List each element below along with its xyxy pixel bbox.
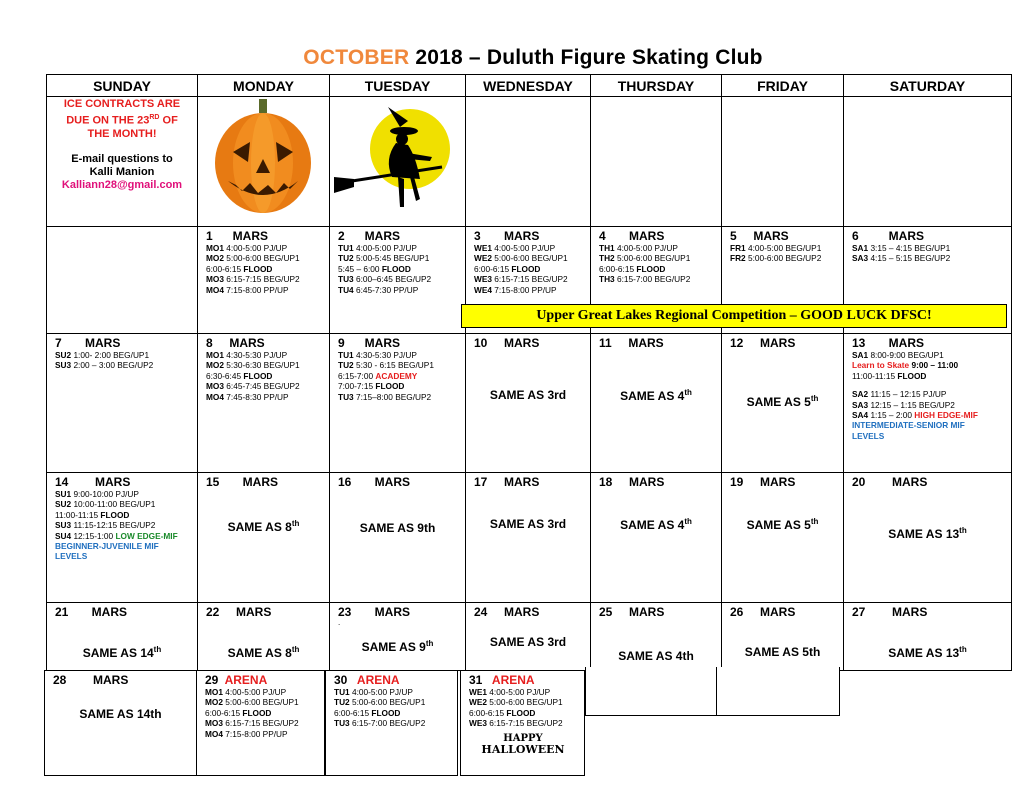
session-line: WE3 6:15-7:15 BEG/UP2	[474, 274, 568, 285]
session-line: TH1 4:00-5:00 PJ/UP	[599, 243, 678, 253]
weekday-monday: MONDAY	[198, 75, 330, 97]
session-line: TU1 4:00-5:00 PJ/UP	[334, 687, 413, 697]
same-as-label: SAME AS 5th	[746, 394, 819, 409]
notice-line5: Kalli Manion	[89, 165, 155, 178]
session-line: TU2 5:00-6:00 BEG/UP1	[334, 697, 426, 708]
cell-extension	[585, 667, 840, 716]
day-header: 27 MARS	[852, 605, 928, 619]
day-cell-30	[325, 670, 458, 776]
day-header: 14 MARS	[55, 475, 131, 489]
day-header: 6 MARS	[852, 229, 925, 243]
empty-cell	[591, 97, 722, 227]
day-header: 16 MARS	[338, 475, 411, 489]
session-line: SA1 8:00-9:00 BEG/UP1	[852, 350, 944, 360]
session-line: LEVELS	[55, 551, 88, 562]
session-line: TU1 4:00-5:00 PJ/UP	[338, 243, 417, 253]
day-cell-22	[198, 603, 330, 671]
session-line: WE3 6:15-7:15 BEG/UP2	[469, 718, 563, 729]
day-header: 17 MARS	[474, 475, 540, 489]
session-line: MO4 7:15-8:00 PP/UP	[206, 284, 289, 295]
session-line: SU2 10:00-11:00 BEG/UP1	[55, 499, 156, 510]
title-rest: 2018 – Duluth Figure Skating Club	[409, 46, 763, 69]
session-line: TU2 5:30 - 6:15 BEG/UP1	[338, 360, 434, 371]
day-cell-24	[466, 603, 591, 671]
day-cell-17	[466, 473, 591, 603]
day-cell-29	[196, 670, 325, 776]
day-header: 28 MARS	[53, 673, 129, 687]
day-cell-7	[47, 334, 198, 473]
session-line: SU4 12:15-1:00 LOW EDGE-MIF	[55, 530, 178, 541]
session-line: FR1 4:00-5:00 BEG/UP1	[730, 243, 822, 253]
session-line: SU1 9:00-10:00 PJ/UP	[55, 489, 139, 499]
session-line: TH2 5:00-6:00 BEG/UP1	[599, 253, 691, 264]
session-line: 6:00-6:15 FLOOD	[205, 707, 272, 718]
cell-divider	[716, 667, 717, 715]
day-header: 23 MARS	[338, 605, 411, 619]
witch-on-broom-icon	[330, 97, 465, 221]
same-as-label: SAME AS 3rd	[489, 388, 567, 402]
session-line: MO4 7:15-8:00 PP/UP	[205, 728, 288, 739]
session-line: TH3 6:15-7:00 BEG/UP2	[599, 274, 691, 285]
same-as-label: SAME AS 9th	[359, 521, 436, 535]
session-line: 5:45 – 6:00 FLOOD	[338, 263, 411, 274]
session-line: TU3 6:00–6:45 BEG/UP2	[338, 274, 432, 285]
day-cell-10	[466, 334, 591, 473]
day-header: 24 MARS	[474, 605, 540, 619]
session-line: WE1 4:00-5:00 PJ/UP	[469, 687, 551, 697]
same-as-label: SAME AS 8th	[227, 519, 300, 534]
day-cell-18	[591, 473, 722, 603]
pumpkin-cell	[198, 97, 330, 227]
empty-cell	[844, 97, 1012, 227]
empty-cell	[47, 227, 198, 334]
day-header: 19 MARS	[730, 475, 796, 489]
notice-line4: E-mail questions to	[71, 152, 173, 165]
day-cell-14	[47, 473, 198, 603]
witch-cell	[330, 97, 466, 227]
session-line: SU3 11:15-12:15 BEG/UP2	[55, 520, 156, 531]
session-line: SA3 12:15 – 1:15 BEG/UP2	[852, 399, 955, 410]
day-header: 2 MARS	[338, 229, 401, 243]
day-header: 5 MARS	[730, 229, 789, 243]
session-line: 11:00-11:15 FLOOD	[55, 509, 130, 520]
weekday-saturday: SATURDAY	[844, 75, 1012, 97]
notice-line3: THE MONTH!	[87, 127, 157, 140]
weekday-friday: FRIDAY	[722, 75, 844, 97]
session-line: 6:00-6:15 FLOOD	[474, 263, 541, 274]
session-line: MO3 6:45-7:45 BEG/UP2	[206, 381, 300, 392]
day-cell-16	[330, 473, 466, 603]
session-line: 11:00-11:15 FLOOD	[852, 370, 927, 381]
day-header: 18 MARS	[599, 475, 665, 489]
session-line: SA2 11:15 – 12:15 PJ/UP	[852, 389, 947, 400]
same-as-label: SAME AS 4th	[618, 649, 694, 663]
session-line: FR2 5:00-6:00 BEG/UP2	[730, 253, 822, 264]
session-line: MO2 5:00-6:00 BEG/UP1	[206, 253, 300, 264]
same-as-label: SAME AS 13th	[888, 526, 967, 541]
session-line: WE2 5:00-6:00 BEG/UP1	[474, 253, 568, 264]
weekday-tuesday: TUESDAY	[330, 75, 466, 97]
day-cell-2	[330, 227, 466, 334]
same-as-label: SAME AS 4th	[620, 517, 692, 532]
day-header: 3 MARS	[474, 229, 540, 243]
session-line: TU1 4:30-5:30 PJ/UP	[338, 350, 417, 360]
weekday-wednesday: WEDNESDAY	[466, 75, 591, 97]
session-line: 6:00-6:15 FLOOD	[469, 707, 536, 718]
day-header: 15 MARS	[206, 475, 279, 489]
session-line: WE2 5:00-6:00 BEG/UP1	[469, 697, 563, 708]
day-header: 22 MARS	[206, 605, 272, 619]
session-line: Learn to Skate 9:00 – 11:00	[852, 360, 959, 371]
same-as-label: SAME AS 3rd	[489, 635, 567, 649]
page-title	[0, 46, 1024, 70]
notice-email-link[interactable]: Kalliann28@gmail.com	[61, 178, 183, 191]
same-as-label: SAME AS 8th	[227, 645, 300, 660]
session-line: 6:00-6:15 FLOOD	[334, 707, 401, 718]
jack-o-lantern-icon	[198, 97, 329, 221]
day-header: 13 MARS	[852, 336, 925, 350]
day-header: 9 MARS	[338, 336, 401, 350]
session-line: SA1 3:15 – 4:15 BEG/UP1	[852, 243, 951, 253]
stray-dot: .	[338, 618, 341, 627]
day-header: 26 MARS	[730, 605, 796, 619]
day-cell-13	[844, 334, 1012, 473]
weekday-sunday: SUNDAY	[47, 75, 198, 97]
day-cell-9	[330, 334, 466, 473]
day-header: 20 MARS	[852, 475, 928, 489]
session-line: MO2 5:00-6:00 BEG/UP1	[205, 697, 299, 708]
same-as-label: SAME AS 14th	[82, 645, 162, 660]
calendar-grid	[46, 74, 1012, 671]
session-line: MO3 6:15-7:15 BEG/UP2	[205, 718, 299, 729]
day-cell-23	[330, 603, 466, 671]
day-header: 4 MARS	[599, 229, 665, 243]
day-header: 8 MARS	[206, 336, 265, 350]
day-header: 25 MARS	[599, 605, 665, 619]
day-cell-12	[722, 334, 844, 473]
session-line: MO2 5:30-6:30 BEG/UP1	[206, 360, 300, 371]
session-line: SA3 4:15 – 5:15 BEG/UP2	[852, 253, 951, 264]
same-as-label: SAME AS 5th	[744, 645, 821, 659]
same-as-label: SAME AS 14th	[79, 707, 162, 721]
same-as-label: SAME AS 3rd	[489, 517, 567, 531]
session-line: BEGINNER-JUVENILE MIF	[55, 541, 159, 552]
session-line: 6:30-6:45 FLOOD	[206, 370, 273, 381]
session-line: TU3 6:15-7:00 BEG/UP2	[334, 718, 426, 729]
day-cell-11	[591, 334, 722, 473]
session-line: 6:00-6:15 FLOOD	[206, 263, 273, 274]
session-line: 6:00-6:15 FLOOD	[599, 263, 666, 274]
session-line: SU2 1:00- 2:00 BEG/UP1	[55, 350, 150, 360]
day-cell-25	[591, 603, 722, 671]
session-line: LEVELS	[852, 430, 885, 441]
session-line: TU2 5:00-5:45 BEG/UP1	[338, 253, 430, 264]
day-cell-20	[844, 473, 1012, 603]
notice-line2: DUE ON THE 23RD OF	[66, 114, 178, 127]
same-as-label: SAME AS 13th	[888, 645, 967, 660]
day-cell-31	[460, 670, 585, 776]
same-as-label: SAME AS 9th	[361, 639, 434, 654]
session-line: MO3 6:15-7:15 BEG/UP2	[206, 274, 300, 285]
day-cell-1	[198, 227, 330, 334]
session-line: MO1 4:30-5:30 PJ/UP	[206, 350, 288, 360]
session-line: 7:00-7:15 FLOOD	[338, 381, 405, 392]
title-month: OCTOBER	[303, 46, 410, 69]
session-line: WE4 7:15-8:00 PP/UP	[474, 284, 557, 295]
notice-cell	[47, 97, 198, 227]
same-as-label: SAME AS 5th	[746, 517, 819, 532]
day-header: 12 MARS	[730, 336, 796, 350]
day-header: 29 ARENA	[205, 673, 268, 687]
day-header: 1 MARS	[206, 229, 269, 243]
session-line: MO1 4:00-5:00 PJ/UP	[205, 687, 287, 697]
empty-cell	[722, 97, 844, 227]
notice-line1: ICE CONTRACTS ARE	[63, 98, 181, 110]
competition-banner: Upper Great Lakes Regional Competition – GOOD LUCK DFSC!	[461, 304, 1007, 328]
day-cell-8	[198, 334, 330, 473]
session-line: WE1 4:00-5:00 PJ/UP	[474, 243, 556, 253]
day-header: 10 MARS	[474, 336, 540, 350]
day-cell-28	[44, 670, 197, 776]
day-header: 30 ARENA	[334, 673, 400, 687]
session-line: MO4 7:45-8:30 PP/UP	[206, 391, 289, 402]
session-line: TU3 7:15–8:00 BEG/UP2	[338, 391, 432, 402]
session-line: TU4 6:45-7:30 PP/UP	[338, 284, 419, 295]
same-as-label: SAME AS 4th	[620, 388, 692, 403]
day-cell-21	[47, 603, 198, 671]
session-line: SA4 1:15 – 2:00 HIGH EDGE-MIF	[852, 410, 978, 421]
happy-halloween-graphic: HAPPY HALLOWEEN	[481, 732, 565, 756]
session-line: MO1 4:00-5:00 PJ/UP	[206, 243, 288, 253]
day-header: 7 MARS	[55, 336, 121, 350]
day-cell-26	[722, 603, 844, 671]
day-cell-15	[198, 473, 330, 603]
weekday-thursday: THURSDAY	[591, 75, 722, 97]
day-header: 31 ARENA	[469, 673, 535, 687]
day-header: 21 MARS	[55, 605, 128, 619]
session-line: 6:15-7:00 ACADEMY	[338, 370, 418, 381]
day-cell-27	[844, 603, 1012, 671]
session-line: INTERMEDIATE-SENIOR MIF	[852, 420, 965, 431]
session-line: SU3 2:00 – 3:00 BEG/UP2	[55, 360, 154, 371]
empty-cell	[466, 97, 591, 227]
day-header: 11 MARS	[599, 336, 664, 350]
day-cell-19	[722, 473, 844, 603]
